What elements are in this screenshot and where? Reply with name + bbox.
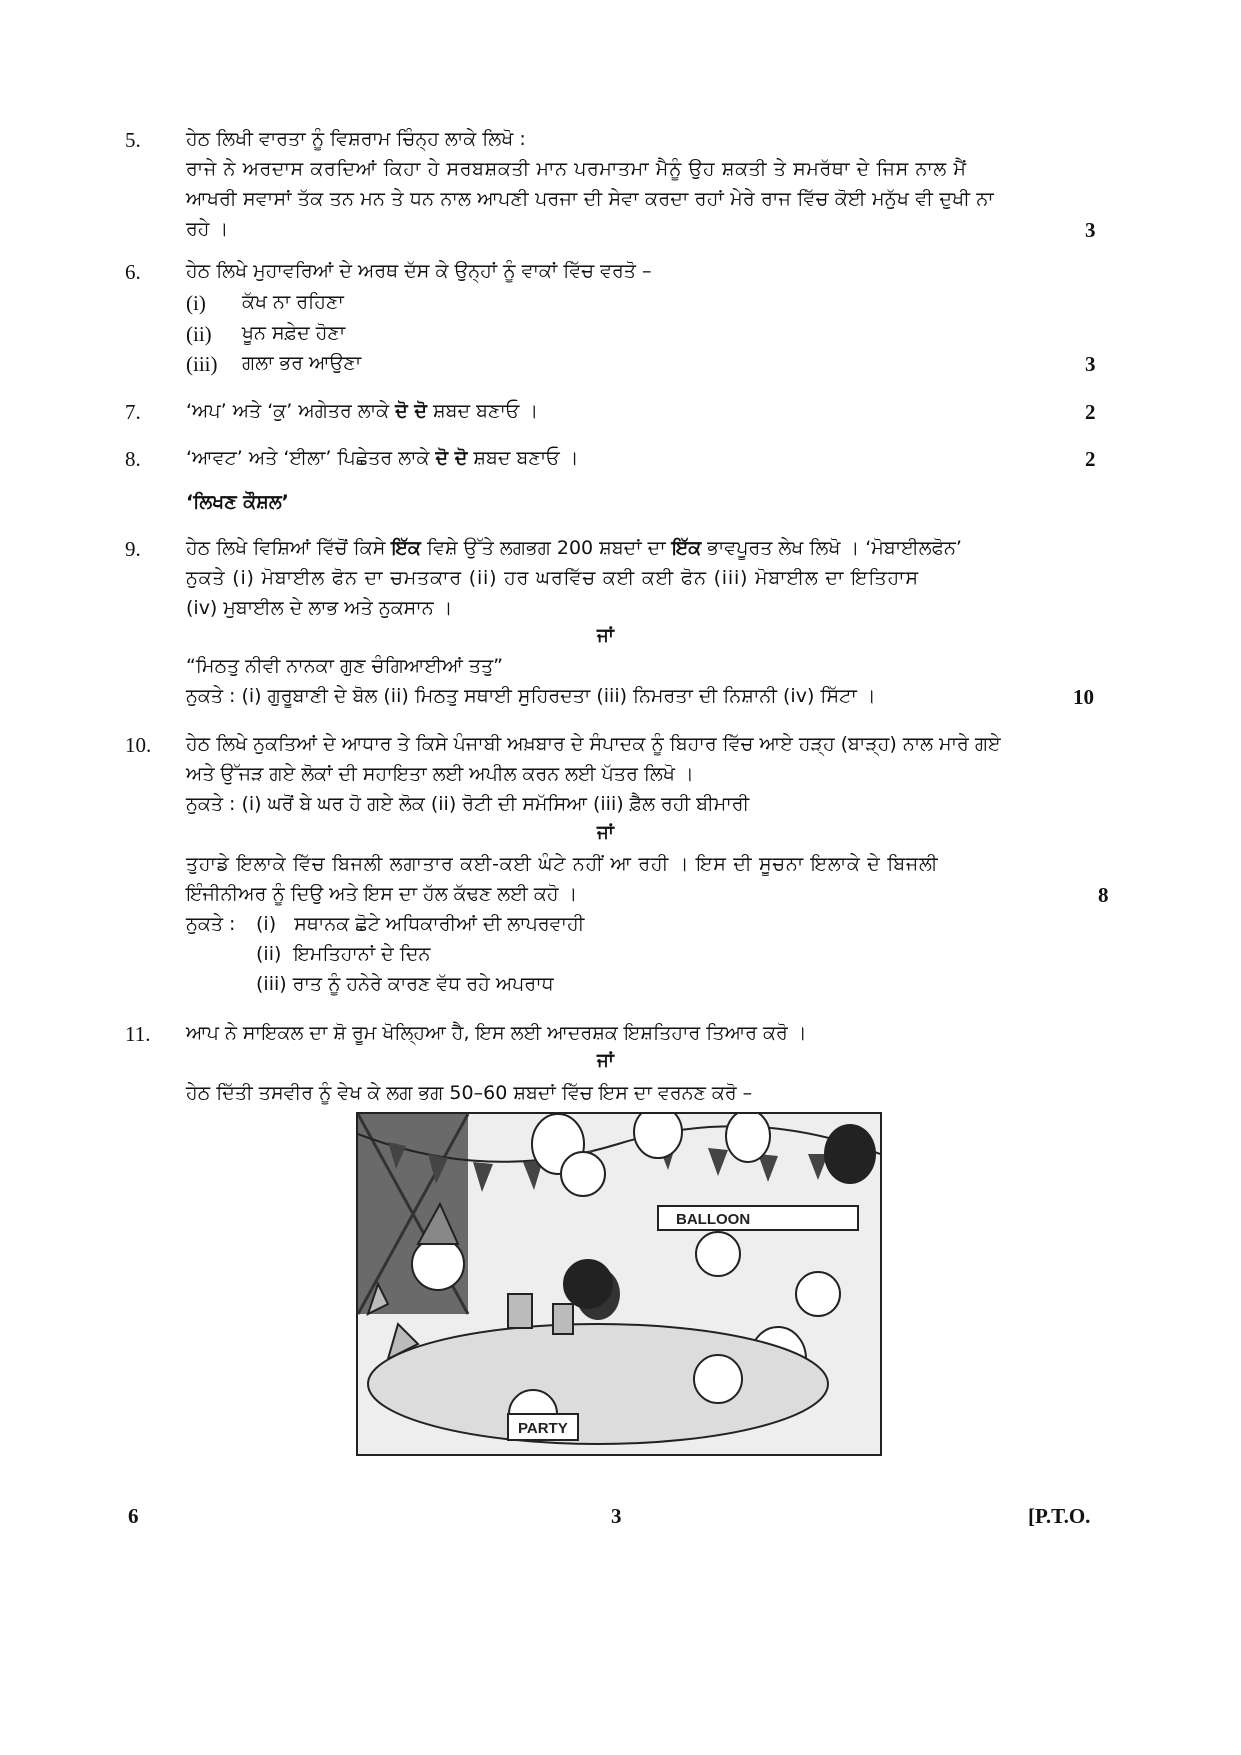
q11-line-2: ਹੇਠ ਦਿੱਤੀ ਤਸਵੀਰ ਨੂੰ ਵੇਖ ਕੇ ਲਗ ਭਗ 50–60 ਸ਼ਬਦਾਂ ਵਿੱਚ ਇਸ ਦਾ ਵਰਨਣ ਕਰੋ – (186, 1082, 753, 1104)
q7-marks: 2 (1085, 400, 1096, 424)
q9-line-1 (186, 533, 962, 563)
q6-item-number: (iii) (186, 352, 218, 376)
q10-points-label: ਨੁਕਤੇ : (186, 913, 236, 935)
q7-text-post: ਸ਼ਬਦ ਬਣਾਓ । (426, 400, 539, 422)
q10-point: (ii) ਇਮਤਿਹਾਨਾਂ ਦੇ ਦਿਨ (256, 943, 431, 965)
q9-line-3: (iv) ਮੁਬਾਈਲ ਦੇ ਲਾਭ ਅਤੇ ਨੁਕਸਾਨ । (186, 597, 453, 619)
q6-instruction: ਹੇਠ ਲਿਖੇ ਮੁਹਾਵਰਿਆਂ ਦੇ ਅਰਥ ਦੱਸ ਕੇ ਉਨ੍ਹਾਂ ਨੂੰ ਵਾਕਾਂ ਵਿੱਚ ਵਰਤੋ – (186, 260, 652, 282)
q10-line-3: ਨੁਕਤੇ : (i) ਘਰੋਂ ਬੇ ਘਰ ਹੋ ਗਏ ਲੋਕ (ii) ਰੋਟੀ ਦੀ ਸਮੱਸਿਆ (iii) ਫ਼ੈਲ ਰਹੀ ਬੀਮਾਰੀ (186, 793, 750, 815)
footer-code: 6 (128, 1504, 139, 1528)
q10-line-4: ਤੁਹਾਡੇ ਇਲਾਕੇ ਵਿੱਚ ਬਿਜਲੀ ਲਗਾਤਾਰ ਕਈ-ਕਈ ਘੰਟੇ ਨਹੀਂ ਆ ਰਹੀ । ਇਸ ਦੀ ਸੂਚਨਾ ਇਲਾਕੇ ਦੇ ਬਿਜਲੀ (186, 853, 939, 875)
q8-text-post: ਸ਼ਬਦ ਬਣਾਓ । (467, 447, 579, 469)
q6-item-number: (ii) (186, 322, 212, 346)
q9-line-2: ਨੁਕਤੇ (i) ਮੋਬਾਈਲ ਫੋਨ ਦਾ ਚਮਤਕਾਰ (ii) ਹਰ ਘਰਵਿੱਚ ਕਈ ਕਈ ਫੋਨ (iii) ਮੋਬਾਈਲ ਦਾ ਇਤਿਹਾਸ (186, 567, 919, 589)
q9-line-1-a: ਹੇਠ ਲਿਖੇ ਵਿਸ਼ਿਆਂ ਵਿੱਚੋਂ ਕਿਸੇ (186, 537, 392, 559)
q9-line-1-bold-2: ਇੱਕ (671, 537, 702, 559)
footer-page-number: 3 (611, 1504, 622, 1528)
party-sign-text: PARTY (518, 1420, 568, 1437)
q9-line-1-c: ਵਿਸ਼ੇ ਉੱਤੇ ਲਗਭਗ 200 ਸ਼ਬਦਾਂ ਦਾ (420, 537, 672, 559)
q9-or: ਜਾਂ (597, 625, 614, 646)
q9-line-4: “ਮਿਠਤੁ ਨੀਵੀ ਨਾਨਕਾ ਗੁਣ ਚੰਗਿਆਈਆਂ ਤਤੁ” (186, 655, 504, 677)
q5-marks: 3 (1085, 218, 1096, 242)
q10-line-5: ਇੰਜੀਨੀਅਰ ਨੂੰ ਦਿਉ ਅਤੇ ਇਸ ਦਾ ਹੱਲ ਕੱਢਣ ਲਈ ਕਹੋ । (186, 883, 578, 905)
q6-item-text: ਗਲਾ ਭਰ ਆਉਣਾ (242, 352, 362, 374)
section-title: ‘ਲਿਖਣ ਕੌਸ਼ਲ’ (186, 491, 289, 513)
q10-line-2: ਅਤੇ ਉੱਜੜ ਗਏ ਲੋਕਾਂ ਦੀ ਸਹਾਇਤਾ ਲਈ ਅਪੀਲ ਕਰਨ ਲਈ ਪੱਤਰ ਲਿਖੋ । (186, 763, 694, 785)
q11-or: ਜਾਂ (597, 1050, 614, 1071)
q6-item-text: ਕੱਖ ਨਾ ਰਹਿਣਾ (242, 291, 344, 313)
q8-text-bold: ਦੋ ਦੋ (435, 447, 468, 469)
q5-instruction: ਹੇਠ ਲਿਖੀ ਵਾਰਤਾ ਨੂੰ ਵਿਸ਼ਰਾਮ ਚਿੰਨ੍ਹ ਲਾਕੇ ਲਿਖੋ : (186, 128, 526, 150)
q7-number: 7. (125, 400, 141, 424)
q10-line-1: ਹੇਠ ਲਿਖੇ ਨੁਕਤਿਆਂ ਦੇ ਆਧਾਰ ਤੇ ਕਿਸੇ ਪੰਜਾਬੀ ਅਖ਼ਬਾਰ ਦੇ ਸੰਪਾਦਕ ਨੂੰ ਬਿਹਾਰ ਵਿੱਚ ਆਏ ਹੜ੍ਹ (ਬਾੜ੍ਹ) ਨਾਲ ਮਾਰੇ ਗਏ (186, 733, 1001, 755)
q5-number: 5. (125, 128, 141, 152)
q10-marks: 8 (1098, 883, 1109, 907)
q7-text (186, 396, 538, 426)
q10-point: (i) ਸਥਾਨਕ ਛੋਟੇ ਅਧਿਕਾਰੀਆਂ ਦੀ ਲਾਪਰਵਾਹੀ (256, 913, 585, 935)
q11-line-1: ਆਪ ਨੇ ਸਾਇਕਲ ਦਾ ਸ਼ੋ ਰੂਮ ਖੋਲ੍ਹਿਆ ਹੈ, ਇਸ ਲਈ ਆਦਰਸ਼ਕ ਇਸ਼ਤਿਹਾਰ ਤਿਆਰ ਕਰੋ । (186, 1022, 807, 1044)
q8-text-pre: ‘ਆਵਟ’ ਅਤੇ ‘ਈਲਾ’ ਪਿਛੇਤਰ ਲਾਕੇ (186, 447, 436, 469)
party-illustration (356, 1112, 882, 1456)
q6-number: 6. (125, 260, 141, 284)
q10-number: 10. (125, 733, 152, 757)
q8-marks: 2 (1085, 447, 1096, 471)
q11-number: 11. (125, 1022, 151, 1046)
q9-line-5: ਨੁਕਤੇ : (i) ਗੁਰੂਬਾਣੀ ਦੇ ਬੋਲ (ii) ਮਿਠਤੁ ਸਥਾਈ ਸੁਹਿਰਦਤਾ (iii) ਨਿਮਰਤਾ ਦੀ ਨਿਸ਼ਾਨੀ (iv) ਸਿੱਟਾ । (186, 685, 876, 707)
q5-passage-line-3: ਰਹੇ । (186, 218, 229, 240)
q5-passage-line-1: ਰਾਜੇ ਨੇ ਅਰਦਾਸ ਕਰਦਿਆਂ ਕਿਹਾ ਹੇ ਸਰਬਸ਼ਕਤੀ ਮਾਨ ਪਰਮਾਤਮਾ ਮੈਨੂੰ ਉਹ ਸ਼ਕਤੀ ਤੇ ਸਮਰੱਥਾ ਦੇ ਜਿਸ ਨਾਲ ਮੈਂ (186, 158, 967, 180)
q9-line-1-bold-1: ਇੱਕ (391, 537, 421, 559)
q6-item-text: ਖੂਨ ਸਫ਼ੇਦ ਹੋਣਾ (242, 322, 346, 344)
footer-pto: [P.T.O. (1028, 1504, 1091, 1528)
q5-passage-line-2: ਆਖਰੀ ਸਵਾਸਾਂ ਤੱਕ ਤਨ ਮਨ ਤੇ ਧਨ ਨਾਲ ਆਪਣੀ ਪਰਜਾ ਦੀ ਸੇਵਾ ਕਰਦਾ ਰਹਾਂ ਮੇਰੇ ਰਾਜ ਵਿੱਚ ਕੋਈ ਮਨੁੱਖ ਵੀ ਦੁਖੀ ਨਾ (186, 188, 994, 210)
q7-text-pre: ‘ਅਪ’ ਅਤੇ ‘ਕੁ’ ਅਗੇਤਰ ਲਾਕੇ (186, 400, 396, 422)
q10-or: ਜਾਂ (597, 822, 614, 843)
q9-number: 9. (125, 537, 141, 561)
q6-marks: 3 (1085, 352, 1096, 376)
q6-item-number: (i) (186, 291, 206, 315)
q7-text-bold: ਦੋ ਦੋ (395, 400, 427, 422)
q9-marks: 10 (1073, 685, 1094, 709)
party-scene-drawing (358, 1114, 880, 1454)
q10-point: (iii) ਰਾਤ ਨੂੰ ਹਨੇਰੇ ਕਾਰਣ ਵੱਧ ਰਹੇ ਅਪਰਾਧ (256, 973, 554, 995)
q8-number: 8. (125, 447, 141, 471)
q8-text (186, 443, 579, 473)
balloon-sign-text: BALLOON (676, 1211, 751, 1228)
q9-line-1-e: ਭਾਵਪੂਰਤ ਲੇਖ ਲਿਖੋ । ‘ਮੋਬਾਈਲਫੋਨ’ (701, 537, 962, 559)
